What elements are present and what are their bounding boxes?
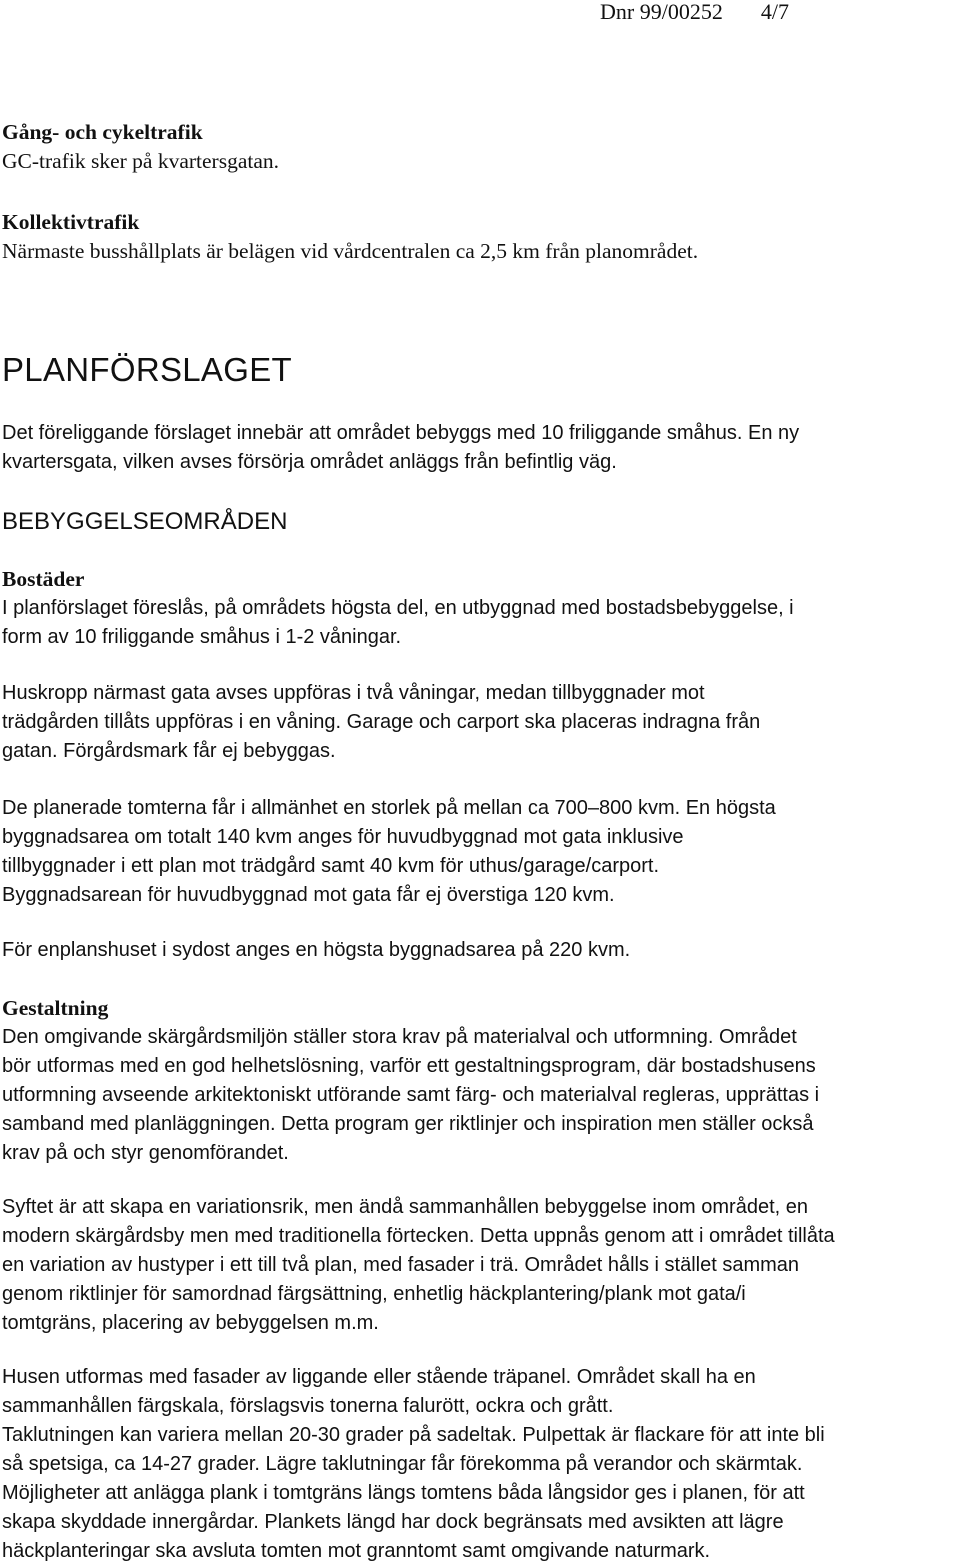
tomt-line-4: Byggnadsarean för huvudbyggnad mot gata får ej överstiga 120 kvm. bbox=[2, 884, 615, 906]
gest-p3-line-2: sammanhållen färgskala, förslagsvis tonerna falurött, ockra och grått. bbox=[2, 1395, 614, 1417]
section-plan-intro bbox=[2, 419, 958, 477]
plan-text-line-1: Det föreliggande förslaget innebär att området bebyggs med 10 friliggande småhus. En ny bbox=[2, 422, 800, 444]
heading-bostader: Bostäder bbox=[2, 567, 85, 591]
section-fasader bbox=[2, 1363, 958, 1566]
tomt-line-2: byggnadsarea om totalt 140 kvm anges för huvudbyggnad mot gata inklusive bbox=[2, 826, 684, 848]
bostader-p2-line-3: gatan. Förgårdsmark får ej bebyggas. bbox=[2, 740, 336, 762]
bostader-p2-line-2b: Garage och carport ska placeras indragna från bbox=[341, 711, 761, 733]
bostader-p1-line-1: I planförslaget föreslås, på områdets högsta del, en utbyggnad med bostadsbebyggelse, i bbox=[2, 597, 794, 619]
bostader-p2-line-2a: trädgården tillåts uppföras i en våning. bbox=[2, 711, 342, 733]
tomt-line-1: De planerade tomterna får i allmänhet en storlek på mellan ca 700–800 kvm. En högsta bbox=[2, 797, 776, 819]
gest-p1-line-3: utformning avseende arkitektoniskt utförande samt färg- och materialval regleras, upprättas i bbox=[2, 1084, 820, 1106]
section-gc-trafik bbox=[2, 118, 958, 176]
section-kollektivtrafik bbox=[2, 208, 958, 266]
gest-p3-line-7: häckplanteringar ska avsluta tomten mot granntomt samt omgivande naturmark. bbox=[2, 1540, 711, 1562]
section-gestaltning bbox=[2, 994, 958, 1168]
heading-bebyggelseomraden: BEBYGGELSEOMRÅDEN bbox=[2, 508, 288, 535]
gest-p2-line-2: modern skärgårdsby men med traditionella förtecken. Detta uppnås genom att i området tillåta bbox=[2, 1225, 835, 1247]
heading-gang-cykeltrafik: Gång- och cykeltrafik bbox=[2, 120, 203, 144]
gest-p2-line-4: genom riktlinjer för samordnad färgsättning, enhetlig häckplantering/plank mot gata/i bbox=[2, 1283, 746, 1305]
text-gc-trafik: GC-trafik sker på kvartersgatan. bbox=[2, 149, 280, 173]
bostader-p1-line-2: form av 10 friliggande småhus i 1-2 våningar. bbox=[2, 626, 402, 648]
page-number: 4/7 bbox=[760, 0, 789, 24]
gest-p1-line-1: Den omgivande skärgårdsmiljön ställer stora krav på materialval och utformning. Området bbox=[2, 1026, 797, 1048]
section-syfte bbox=[2, 1193, 958, 1338]
text-enplanshus: För enplanshuset i sydost anges en högsta byggnadsarea på 220 kvm. bbox=[2, 939, 631, 961]
document-number: Dnr 99/00252 bbox=[600, 0, 723, 24]
gest-p2-line-3: en variation av hustyper i ett till två plan, med fasader i trä. Området hålls i stället samman bbox=[2, 1254, 800, 1276]
gest-p3-line-3: Taklutningen kan variera mellan 20-30 grader på sadeltak. Pulpettak är flackare för att inte bli bbox=[2, 1424, 825, 1446]
gest-p2-line-1: Syftet är att skapa en variationsrik, men ändå sammanhållen bebyggelse inom området, en bbox=[2, 1196, 808, 1218]
heading-planforslaget: PLANFÖRSLAGET bbox=[2, 351, 292, 388]
gest-p3-line-6: skapa skyddade innergårdar. Plankets längd har dock begränsats med avsikten att lägre bbox=[2, 1511, 784, 1533]
gest-p1-line-2: bör utformas med en god helhetslösning, varför ett gestaltningsprogram, där bostadshusens bbox=[2, 1055, 816, 1077]
gest-p3-line-1: Husen utformas med fasader av liggande eller stående träpanel. Området skall ha en bbox=[2, 1366, 756, 1388]
gest-p1-line-4: samband med planläggningen. Detta program ger riktlinjer och inspiration men ställer också bbox=[2, 1113, 814, 1135]
gest-p2-line-5: tomtgräns, placering av bebyggelsen m.m. bbox=[2, 1312, 379, 1334]
bostader-p2-line-2 bbox=[2, 708, 958, 737]
heading-kollektivtrafik: Kollektivtrafik bbox=[2, 210, 140, 234]
plan-text-line-2: kvartersgata, vilken avses försörja området anläggs från befintlig väg. bbox=[2, 451, 617, 473]
gest-p1-line-5: krav på och styr genomförandet. bbox=[2, 1142, 289, 1164]
section-huskropp bbox=[2, 679, 958, 766]
gest-p3-line-5: Möjligheter att anlägga plank i tomtgräns längs tomtens båda långsidor ges i planen, för att bbox=[2, 1482, 805, 1504]
tomt-line-3: tillbyggnader i ett plan mot trädgård samt 40 kvm för uthus/garage/carport. bbox=[2, 855, 660, 877]
bostader-p2-line-1: Huskropp närmast gata avses uppföras i två våningar, medan tillbyggnader mot bbox=[2, 682, 705, 704]
text-kollektivtrafik: Närmaste busshållplats är belägen vid vårdcentralen ca 2,5 km från planområdet. bbox=[2, 239, 699, 263]
heading-gestaltning: Gestaltning bbox=[2, 996, 109, 1020]
gest-p3-line-4: så spetsiga, ca 14-27 grader. Lägre taklutningar får förekomma på verandor och skärmtak. bbox=[2, 1453, 803, 1475]
section-tomter bbox=[2, 794, 958, 910]
section-bostader bbox=[2, 565, 958, 652]
page-header bbox=[600, 0, 789, 26]
